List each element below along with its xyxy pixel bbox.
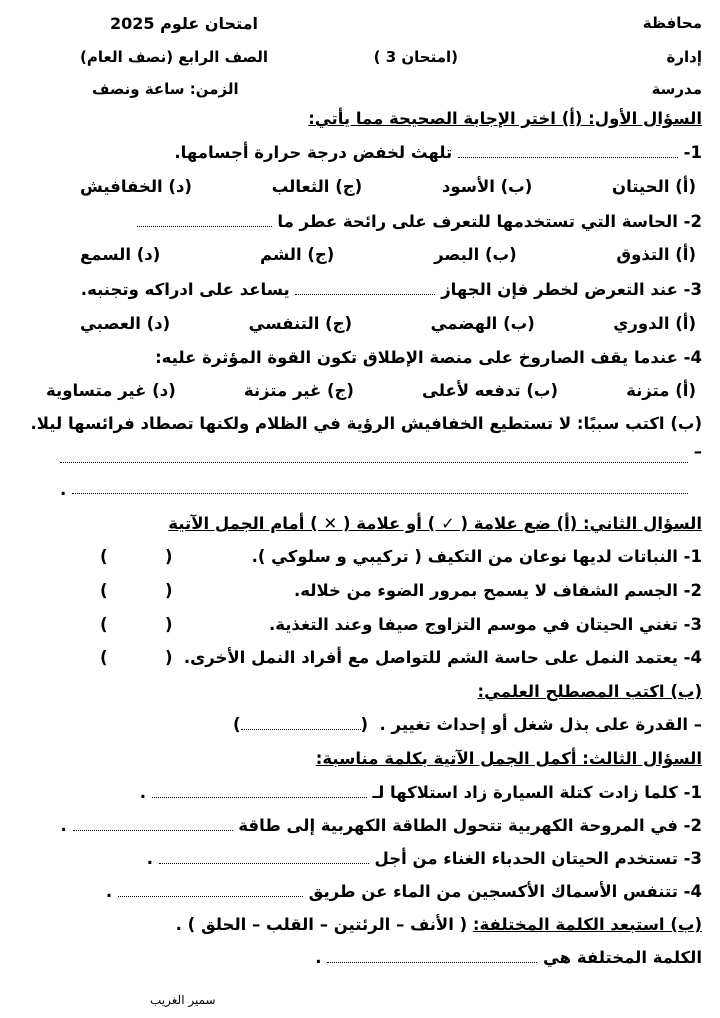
q2-item-4-num: 4- <box>683 648 702 667</box>
q2-item-3-num: 3- <box>683 615 702 634</box>
option: (أ) الدوري <box>613 314 696 333</box>
school-label: مدرسة <box>651 80 702 98</box>
q2-term-item <box>233 715 702 734</box>
q2-item-1-answer-box[interactable]: ( ) <box>100 547 173 566</box>
q2-item-1-text: النباتات لديها نوعان من التكيف ( تركيبي و سلوكي ). <box>251 547 678 566</box>
q3-item-4-num: 4- <box>683 882 702 901</box>
q1-item-1-blank <box>458 145 678 158</box>
q3-item-2-blank[interactable] <box>73 818 233 831</box>
q1-item-3 <box>81 280 702 299</box>
q2-term-answer[interactable]: () <box>232 715 374 734</box>
q2-item-4-answer-box[interactable]: ( ) <box>100 648 173 667</box>
q2-item-4 <box>184 648 702 667</box>
grade-label: الصف الرابع (نصف العام) <box>80 48 269 66</box>
option: (ب) تدفعه لأعلى <box>422 381 559 400</box>
option: (ج) الشم <box>260 245 335 264</box>
q3-item-1-num: 1- <box>683 783 702 802</box>
q2-item-2-num: 2- <box>683 581 702 600</box>
q1-item-1-text: تلهث لخفض درجة حرارة أجسامها. <box>174 143 453 162</box>
q1-part-b: (ب) اكتب سببًا: لا تستطيع الخفافيش الرؤية في الظلام ولكنها تصطاد فرائسها ليلا. <box>30 414 702 433</box>
q2-item-4-text: يعتمد النمل على حاسة الشم للتواصل مع أفراد النمل الأخرى. <box>183 648 678 667</box>
q2-title: السؤال الثاني: (أ) ضع علامة ( ✓ ) أو علامة ( ✕ ) أمام الجمل الآتية <box>168 514 702 533</box>
q2-item-3-answer-box[interactable]: ( ) <box>100 615 173 634</box>
option: (د) السمع <box>80 245 161 264</box>
q3-odd-word: الكلمة المختلفة هي . <box>315 948 702 967</box>
option: (ج) التنفسي <box>248 314 353 333</box>
q2-term-text: – القدرة على بذل شغل أو إحداث تغيير . <box>379 715 702 734</box>
q3-item-3: 3- تستخدم الحيتان الحدباء الغناء من أجل . <box>146 849 702 868</box>
q3-item-3-text: تستخدم الحيتان الحدباء الغناء من أجل <box>374 849 678 868</box>
q1-title: السؤال الأول: (أ) اختر الإجابة الصحيحة مما يأتي: <box>308 109 702 128</box>
q3-item-1-blank[interactable] <box>152 785 367 798</box>
q1-item-4-num: 4- <box>683 348 702 367</box>
q1-item-3-text-after: يساعد على ادراكه وتجنبه. <box>80 280 290 299</box>
q3-part-b-words: ( الأنف – الرئتين – القلب – الحلق ) . <box>175 915 468 934</box>
option: (د) الخفافيش <box>80 177 192 196</box>
option: (ب) البصر <box>434 245 517 264</box>
q1-item-1-num: 1- <box>683 143 702 162</box>
answer-line-2 <box>72 493 688 494</box>
author-signature: سمير الغريب <box>150 993 216 1007</box>
q1-item-4-text: عندما يقف الصاروخ على منصة الإطلاق تكون القوة المؤثرة عليه: <box>155 348 678 367</box>
q2-item-2-answer-box[interactable]: ( ) <box>100 581 173 600</box>
q3-odd-word-blank[interactable] <box>327 950 537 963</box>
exam-number: (امتحان 3 ) <box>373 48 458 66</box>
q1-item-2-options <box>80 245 696 264</box>
q3-item-4-blank[interactable] <box>118 884 303 897</box>
q1-item-3-text: عند التعرض لخطر فإن الجهاز <box>441 280 678 299</box>
q3-item-3-blank[interactable] <box>159 851 369 864</box>
exam-title: امتحان علوم 2025 <box>110 14 259 33</box>
q2-item-1-num: 1- <box>683 547 702 566</box>
q3-title: السؤال الثالث: أكمل الجمل الآتية بكلمة مناسبة: <box>315 749 702 768</box>
q2-item-3 <box>269 615 702 634</box>
q1-item-2-text: الحاسة التي تستخدمها للتعرف على رائحة عطر ما <box>277 212 678 231</box>
option: (أ) متزنة <box>626 381 696 400</box>
q3-item-2-num: 2- <box>683 816 702 835</box>
option: (د) غير متساوية <box>46 381 176 400</box>
q1-item-4 <box>155 348 702 367</box>
time-label: الزمن: ساعة ونصف <box>92 80 239 98</box>
answer-line-1 <box>60 462 688 463</box>
q3-part-b-title: (ب) استبعد الكلمة المختلفة: <box>472 915 702 934</box>
q3-item-4: 4- تتنفس الأسماك الأكسجين من الماء عن طريق . <box>105 882 702 901</box>
administration-label: إدارة <box>666 48 702 66</box>
q2-item-2-text: الجسم الشفاف لا يسمح بمرور الضوء من خلاله. <box>293 581 678 600</box>
q3-item-2: 2- في المروحة الكهربية تتحول الطاقة الكهربية إلى طاقة . <box>60 816 702 835</box>
q1-item-4-options <box>46 381 696 400</box>
option: (أ) الحيتان <box>612 177 696 196</box>
q1-item-2-num: 2- <box>683 212 702 231</box>
q3-item-1-text: كلما زادت كتلة السيارة زاد استلاكها لـ <box>372 783 678 802</box>
q1-item-3-num: 3- <box>683 280 702 299</box>
option: (ج) غير متزنة <box>243 381 354 400</box>
q3-item-1: 1- كلما زادت كتلة السيارة زاد استلاكها لـ . <box>139 783 702 802</box>
q2-item-2 <box>294 581 702 600</box>
option: (ج) الثعالب <box>271 177 363 196</box>
option: (د) العصبي <box>80 314 171 333</box>
q2-item-3-text: تغني الحيتان في موسم التزاوج صيفا وعند التغذية. <box>268 615 678 634</box>
option: (ب) الأسود <box>441 177 533 196</box>
q1-item-3-options <box>80 314 696 333</box>
q3-item-2-text: في المروحة الكهربية تتحول الطاقة الكهربية إلى طاقة <box>238 816 678 835</box>
q1-item-3-blank <box>295 282 435 295</box>
q3-item-4-text: تتنفس الأسماك الأكسجين من الماء عن طريق <box>308 882 678 901</box>
option: (ب) الهضمي <box>430 314 535 333</box>
governorate-label: محافظة <box>642 14 702 32</box>
q2-item-1 <box>252 547 702 566</box>
q1-item-1 <box>174 143 702 162</box>
q3-part-b <box>176 915 702 934</box>
q1-item-2 <box>137 212 702 231</box>
q2-part-b-title: (ب) اكتب المصطلح العلمي: <box>477 682 702 701</box>
q1-item-2-blank <box>137 214 272 227</box>
option: (أ) التذوق <box>616 245 696 264</box>
answer-line-end-dot: . <box>60 480 67 499</box>
answer-dash: – <box>693 442 702 461</box>
q3-item-3-num: 3- <box>683 849 702 868</box>
q3-odd-word-label: الكلمة المختلفة هي <box>542 948 702 967</box>
q1-item-1-options <box>80 177 696 196</box>
